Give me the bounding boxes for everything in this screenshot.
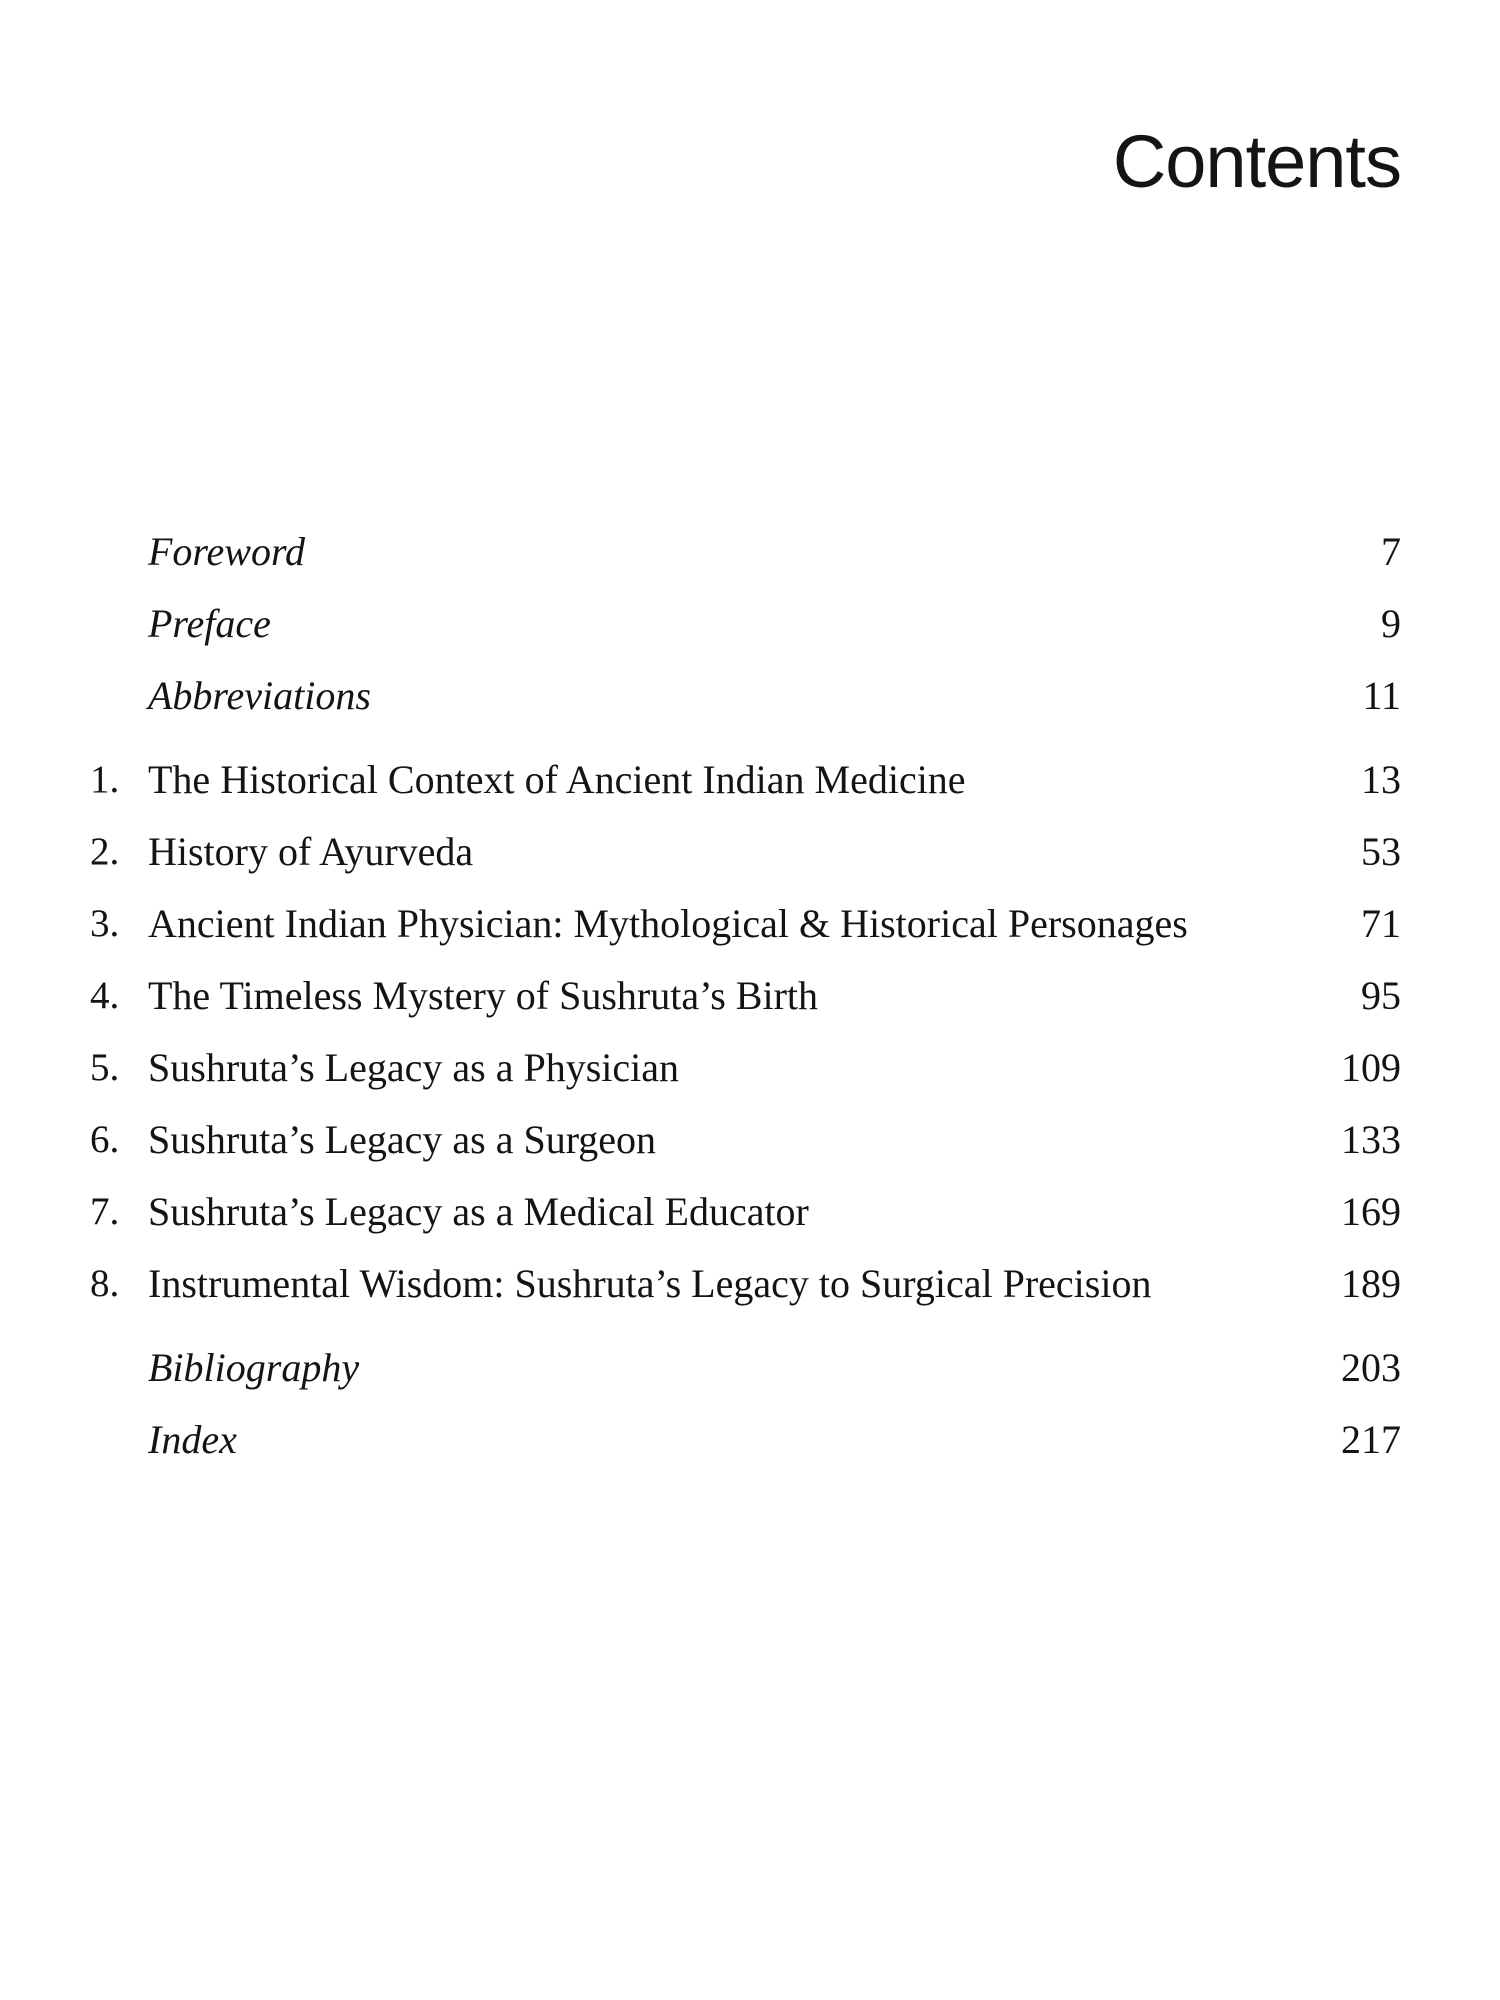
entry-page-number: 217 (1341, 1417, 1401, 1462)
chapter-number: 2. (90, 830, 120, 873)
entry-page-number: 95 (1361, 973, 1401, 1018)
entry-page-number: 133 (1341, 1117, 1401, 1162)
entry-page-number: 11 (1362, 673, 1401, 718)
entry-title: Sushruta’s Legacy as a Medical Educator (148, 1189, 809, 1234)
toc-entry-foreword (0, 524, 1500, 580)
entry-title: Foreword (148, 529, 306, 574)
entry-title: Preface (148, 601, 271, 646)
entry-page-number: 7 (1381, 529, 1401, 574)
toc-entry-chapter-3 (0, 896, 1500, 952)
entry-title: The Historical Context of Ancient Indian Medicine (148, 757, 966, 802)
chapter-number: 4. (90, 974, 120, 1017)
entry-title: The Timeless Mystery of Sushruta’s Birth (148, 973, 819, 1018)
toc-entry-chapter-5 (0, 1040, 1500, 1096)
entry-page-number: 9 (1381, 601, 1401, 646)
entry-page-number: 53 (1361, 829, 1401, 874)
chapter-number: 8. (90, 1262, 120, 1305)
toc-entry-chapter-6 (0, 1112, 1500, 1168)
entry-page-number: 203 (1341, 1345, 1401, 1390)
toc-entry-chapter-4 (0, 968, 1500, 1024)
toc-entry-chapter-2 (0, 824, 1500, 880)
entry-page-number: 189 (1341, 1261, 1401, 1306)
toc-entry-preface (0, 596, 1500, 652)
page-title: Contents (1112, 120, 1401, 203)
entry-page-number: 109 (1341, 1045, 1401, 1090)
toc-entry-chapter-1 (0, 752, 1500, 808)
toc-entry-chapter-8 (0, 1256, 1500, 1312)
chapter-number: 7. (90, 1190, 120, 1233)
chapter-number: 5. (90, 1046, 120, 1089)
entry-page-number: 169 (1341, 1189, 1401, 1234)
entry-page-number: 13 (1361, 757, 1401, 802)
entry-title: Index (148, 1417, 237, 1462)
entry-title: Ancient Indian Physician: Mythological & Historical Personages (148, 901, 1188, 946)
entry-title: Sushruta’s Legacy as a Physician (148, 1045, 679, 1090)
toc-entry-index (0, 1412, 1500, 1468)
toc-entry-bibliography (0, 1340, 1500, 1396)
chapter-number: 1. (90, 758, 120, 801)
chapter-number: 3. (90, 902, 120, 945)
toc-entry-abbreviations (0, 668, 1500, 724)
entry-title: History of Ayurveda (148, 829, 474, 874)
chapter-number: 6. (90, 1118, 120, 1161)
entry-title: Abbreviations (148, 673, 371, 718)
toc-entry-chapter-7 (0, 1184, 1500, 1240)
entry-title: Instrumental Wisdom: Sushruta’s Legacy to Surgical Precision (148, 1261, 1152, 1306)
entry-title: Bibliography (148, 1345, 360, 1390)
entry-title: Sushruta’s Legacy as a Surgeon (148, 1117, 657, 1162)
entry-page-number: 71 (1361, 901, 1401, 946)
